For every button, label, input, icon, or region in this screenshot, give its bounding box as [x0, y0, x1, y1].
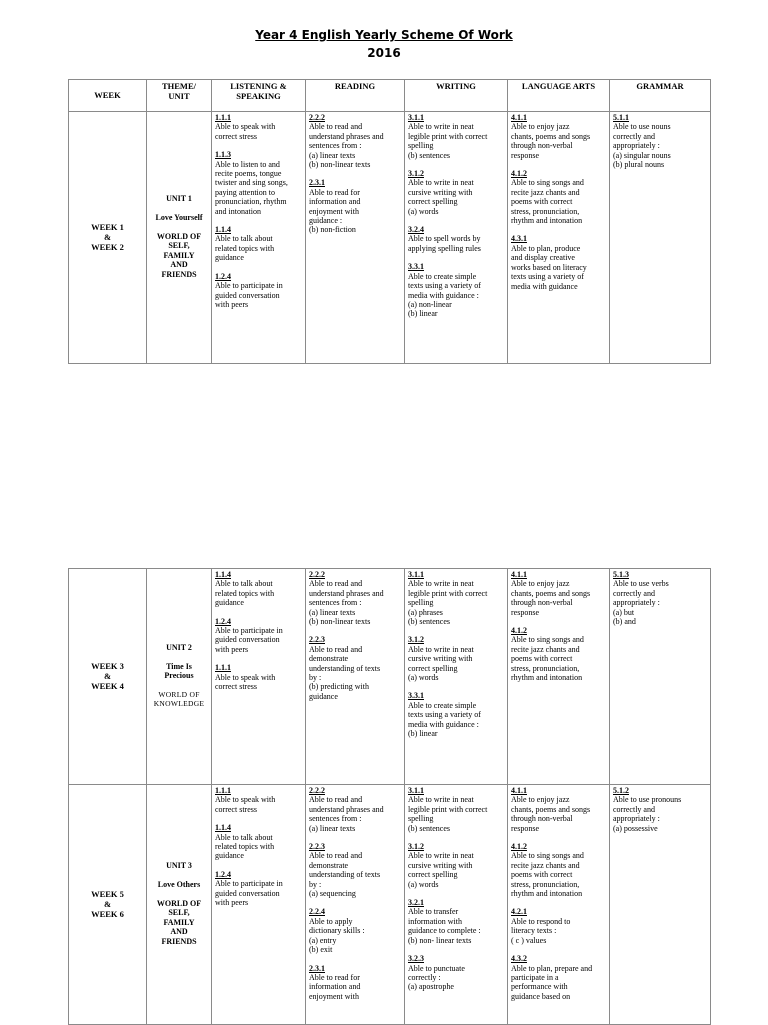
standard-text: Able to write in neat cursive writing with correct spelling (a) words	[408, 851, 474, 889]
header-listening: LISTENING & SPEAKING	[212, 80, 306, 112]
spacer	[408, 216, 504, 225]
document-title: Year 4 English Yearly Scheme Of Work	[255, 28, 513, 42]
standard-code: 3.3.1	[408, 691, 424, 701]
standard-text: Able to create simple texts using a variety of media with guidance : (b) linear	[408, 700, 481, 739]
spacer	[215, 814, 302, 823]
grammar-cell	[610, 112, 711, 364]
header-grammar: GRAMMAR	[610, 80, 711, 112]
theme-cell	[147, 569, 212, 785]
spacer	[150, 681, 208, 690]
standard-text: Able to sing songs and recite jazz chants and poems with correct stress, pronunciation, rhythm and intonation	[511, 635, 584, 683]
spacer	[511, 833, 606, 842]
spacer	[150, 223, 208, 232]
unit-number: UNIT 3	[166, 861, 192, 871]
spacer	[309, 169, 401, 178]
standard-text: Able to listen to and recite poems, tongue twister and sing songs, paying attention to pronunciation, rhythm and intonation	[215, 159, 288, 216]
standard-text: Able to use verbs correctly and appropriately : (a) but (b) and	[613, 579, 669, 627]
writing-cell	[405, 112, 508, 364]
standard-code: 1.1.4	[215, 570, 231, 579]
unit-title: Love Others	[157, 880, 201, 890]
standard-code: 1.1.3	[215, 150, 231, 160]
week-cell: WEEK 5 & WEEK 6	[69, 785, 147, 1025]
spacer	[150, 871, 208, 880]
standard-code: 4.1.2	[511, 626, 527, 636]
standard-code: 3.2.3	[408, 954, 424, 964]
standard-code: 1.1.1	[215, 786, 231, 795]
spacer	[309, 955, 401, 964]
standard-text: Able to read and demonstrate understanding of texts by : (b) predicting with guidance	[309, 644, 381, 701]
standard-code: 5.1.1	[613, 113, 629, 122]
standard-code: 3.2.1	[408, 898, 424, 908]
standard-text: Able to create simple texts using a variety of media with guidance : (a) non-linear (b) linear	[408, 271, 481, 319]
standard-text: Able to plan, produce and display creative works based on literacy texts using a variety of media with guidance	[511, 243, 587, 291]
standard-text: Able to speak with correct stress	[215, 122, 276, 141]
spacer	[511, 225, 606, 234]
standard-text: Able to participate in guided conversation with peers	[215, 879, 283, 908]
grammar-cell	[610, 785, 711, 1025]
standard-code: 1.2.4	[215, 869, 231, 879]
table-row	[69, 569, 711, 785]
standard-text: Able to read for information and enjoyment with guidance : (b) non-fiction	[309, 187, 361, 235]
standard-text: Able to plan, prepare and participate in a performance with guidance based on	[511, 963, 593, 1001]
standard-text: Able to talk about related topics with guidance	[215, 234, 275, 263]
standard-code: 1.2.4	[215, 616, 231, 626]
standard-text: Able to write in neat legible print with correct spelling (a) phrases (b) sentences	[408, 579, 488, 627]
listening-cell	[212, 569, 306, 785]
standard-code: 1.1.1	[215, 663, 231, 673]
standard-text: Able to speak with correct stress	[215, 795, 276, 814]
grammar-cell	[610, 569, 711, 785]
standard-code: 1.1.1	[215, 113, 231, 122]
standard-code: 3.1.2	[408, 842, 424, 852]
week-cell: WEEK 1 & WEEK 2	[69, 112, 147, 364]
standard-text: Able to enjoy jazz chants, poems and songs through non-verbal response	[511, 122, 591, 160]
spacer	[150, 204, 208, 213]
standard-text: Able to write in neat cursive writing with correct spelling (a) words	[408, 178, 474, 216]
standard-code: 2.2.4	[309, 907, 325, 917]
spacer	[408, 160, 504, 169]
standard-code: 4.3.1	[511, 234, 527, 244]
header-writing: WRITING	[405, 80, 508, 112]
header-language-arts: LANGUAGE ARTS	[508, 80, 610, 112]
standard-text: Able to read and understand phrases and sentences from : (a) linear texts	[309, 795, 384, 833]
standard-code: 3.1.1	[408, 786, 424, 795]
standard-text: Able to punctuate correctly : (a) apostrophe	[408, 963, 465, 992]
table-row	[69, 785, 711, 1025]
standard-text: Able to participate in guided conversation with peers	[215, 281, 283, 309]
standard-text: Able to participate in guided conversation with peers	[215, 626, 283, 654]
listening-cell	[212, 785, 306, 1025]
spacer	[408, 682, 504, 691]
standard-text: Able to speak with correct stress	[215, 672, 276, 692]
language-arts-cell	[508, 785, 610, 1025]
writing-cell	[405, 569, 508, 785]
spacer	[150, 653, 208, 662]
header-reading: READING	[306, 80, 405, 112]
spacer	[215, 216, 302, 225]
reading-cell	[306, 785, 405, 1025]
standard-code: 3.1.1	[408, 113, 424, 122]
standard-code: 4.2.1	[511, 907, 527, 917]
scheme-table-2	[68, 568, 711, 1025]
standard-text: Able to use pronouns correctly and appropriately : (a) possessive	[613, 795, 682, 833]
standard-code: 2.2.3	[309, 842, 325, 852]
spacer	[408, 889, 504, 898]
theme-name: WORLD OF SELF, FAMILY AND FRIENDS	[156, 231, 202, 279]
spacer	[511, 898, 606, 907]
standard-text: Able to write in neat legible print with correct spelling (b) sentences	[408, 795, 488, 833]
spacer	[309, 833, 401, 842]
standard-code: 3.2.4	[408, 225, 424, 235]
unit-number: UNIT 1	[166, 194, 192, 204]
standard-text: Able to spell words by applying spelling rules	[408, 234, 481, 253]
standard-code: 4.1.2	[511, 169, 527, 179]
standard-code: 2.2.2	[309, 570, 325, 579]
standard-code: 4.1.1	[511, 113, 527, 122]
standard-text: Able to write in neat legible print with correct spelling (b) sentences	[408, 122, 488, 160]
standard-text: Able to read and demonstrate understanding of texts by : (a) sequencing	[309, 851, 381, 899]
document-year: 2016	[367, 46, 401, 60]
reading-cell	[306, 112, 405, 364]
standard-text: Able to write in neat cursive writing with correct spelling (a) words	[408, 644, 474, 683]
standard-code: 4.1.2	[511, 842, 527, 852]
spacer	[215, 608, 302, 617]
standard-code: 3.3.1	[408, 262, 424, 272]
language-arts-cell	[508, 112, 610, 364]
language-arts-cell	[508, 569, 610, 785]
spacer	[408, 626, 504, 635]
standard-text: Able to read and understand phrases and sentences from : (a) linear texts (b) non-linear texts	[309, 122, 384, 170]
writing-cell	[405, 785, 508, 1025]
spacer	[511, 160, 606, 169]
spacer	[309, 898, 401, 907]
spacer	[408, 253, 504, 262]
standard-text: Able to apply dictionary skills : (a) entry (b) exit	[309, 916, 365, 955]
table-row	[69, 112, 711, 364]
spacer	[215, 263, 302, 272]
spacer	[511, 945, 606, 954]
standard-code: 1.2.4	[215, 271, 231, 281]
standard-code: 1.1.4	[215, 823, 231, 833]
standard-text: Able to sing songs and recite jazz chants and poems with correct stress, pronunciation, rhythm and intonation	[511, 851, 584, 899]
standard-code: 3.1.1	[408, 570, 424, 579]
theme-cell	[147, 785, 212, 1025]
spacer	[215, 141, 302, 150]
standard-text: Able to transfer information with guidance to complete : (b) non- linear texts	[408, 907, 481, 945]
standard-code: 3.1.2	[408, 169, 424, 179]
standard-code: 5.1.3	[613, 570, 629, 579]
standard-code: 2.3.1	[309, 963, 325, 973]
standard-text: Able to talk about related topics with guidance	[215, 579, 275, 608]
standard-code: 5.1.2	[613, 786, 629, 795]
unit-title: Time Is Precious	[164, 661, 194, 681]
listening-cell	[212, 112, 306, 364]
unit-number: UNIT 2	[166, 643, 192, 653]
spacer	[215, 861, 302, 870]
standard-code: 2.2.2	[309, 113, 325, 122]
standard-code: 2.2.3	[309, 635, 325, 645]
spacer	[408, 945, 504, 954]
theme-cell	[147, 112, 212, 364]
standard-text: Able to enjoy jazz chants, poems and songs through non-verbal response	[511, 795, 591, 833]
standard-text: Able to read and understand phrases and sentences from : (a) linear texts (b) non-linear texts	[309, 579, 384, 627]
standard-code: 4.1.1	[511, 570, 527, 579]
week-cell: WEEK 3 & WEEK 4	[69, 569, 147, 785]
spacer	[511, 617, 606, 626]
standard-text: Able to read for information and enjoyment with	[309, 972, 361, 1001]
theme-name: WORLD OF KNOWLEDGE	[153, 689, 205, 709]
standard-text: Able to use nouns correctly and appropriately : (a) singular nouns (b) plural nouns	[613, 122, 671, 170]
theme-name: WORLD OF SELF, FAMILY AND FRIENDS	[156, 898, 202, 946]
standard-code: 4.1.1	[511, 786, 527, 795]
standard-code: 2.2.2	[309, 786, 325, 795]
spacer	[408, 833, 504, 842]
scheme-table-1	[68, 79, 711, 364]
unit-title: Love Yourself	[155, 213, 203, 223]
reading-cell	[306, 569, 405, 785]
header-row	[69, 80, 711, 112]
standard-text: Able to respond to literacy texts : ( c ) values	[511, 916, 571, 945]
spacer	[150, 890, 208, 899]
standard-text: Able to enjoy jazz chants, poems and songs through non-verbal response	[511, 579, 591, 617]
standard-code: 3.1.2	[408, 635, 424, 645]
spacer	[215, 654, 302, 663]
header-theme: THEME/ UNIT	[147, 80, 212, 112]
standard-code: 1.1.4	[215, 225, 231, 235]
standard-text: Able to sing songs and recite jazz chants and poems with correct stress, pronunciation, rhythm and intonation	[511, 178, 584, 226]
header-week: WEEK	[69, 80, 147, 112]
standard-code: 2.3.1	[309, 178, 325, 188]
standard-code: 4.3.2	[511, 954, 527, 964]
spacer	[309, 626, 401, 635]
standard-text: Able to talk about related topics with guidance	[215, 832, 275, 861]
